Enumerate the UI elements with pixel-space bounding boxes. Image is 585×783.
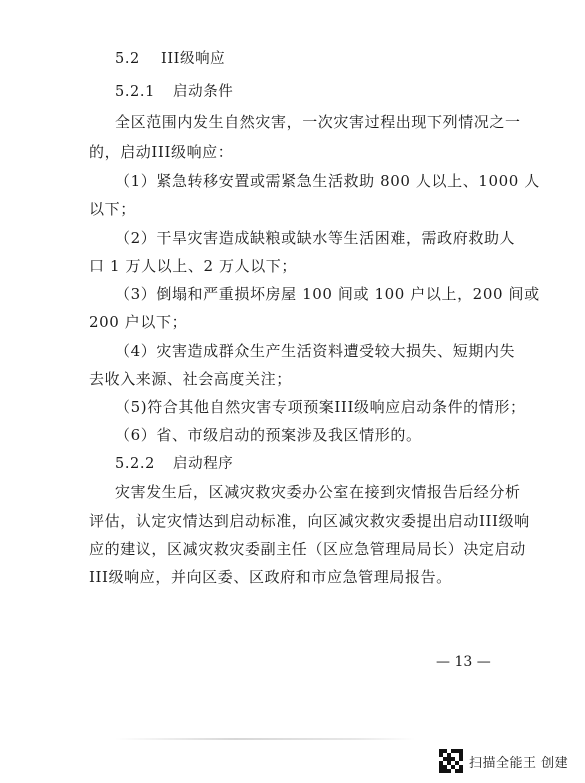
procedure-line-3: 应的建议，区减灾救灾委副主任（区应急管理局局长）决定启动 [89,540,526,558]
condition-item-4-line-1: （4）灾害造成群众生产生活资料遭受较大损失、短期内失 [115,342,516,360]
condition-item-5: （5)符合其他自然灾害专项预案III级响应启动条件的情形； [115,398,526,416]
section-number: 5.2 [115,51,140,67]
scanner-watermark [439,748,568,774]
procedure-line-1: 灾害发生后，区减灾救灾委办公室在接到灾情报告后经分析 [115,483,521,501]
condition-item-4-line-2: 去收入来源、社会高度关注； [89,370,292,388]
section-heading [115,49,225,69]
page-number: — 13 — [436,654,491,670]
procedure-line-4: III级响应，并向区委、区政府和市应急管理局报告。 [89,568,452,586]
condition-item-3-line-1: （3）倒塌和严重损坏房屋 100 间或 100 户以上，200 间或 [115,285,540,303]
scan-artifact-line [115,738,415,740]
condition-item-2-line-2: 口 1 万人以上、2 万人以下； [89,257,297,275]
subsection-title: 启动条件 [173,84,234,100]
intro-line-1: 全区范围内发生自然灾害，一次灾害过程出现下列情况之一 [115,113,521,131]
procedure-line-2: 评估，认定灾情达到启动标准，向区减灾救灾委提出启动III级响 [89,512,530,530]
condition-item-6: （6）省、市级启动的预案涉及我区情形的。 [115,426,422,444]
intro-line-2: 的，启动III级响应： [89,143,234,161]
watermark-text: 扫描全能王 创建 [469,755,569,771]
subsection-heading-start-procedure [115,454,233,474]
section-title: III级响应 [161,51,226,67]
qr-code-icon [439,749,463,773]
subsection-number: 5.2.2 [115,456,155,472]
condition-item-2-line-1: （2）干旱灾害造成缺粮或缺水等生活困难，需政府救助人 [115,229,516,247]
condition-item-1-line-2: 以下； [89,200,136,218]
subsection-title: 启动程序 [173,456,234,472]
subsection-heading-start-conditions [115,82,233,102]
condition-item-3-line-2: 200 户以下； [89,313,188,331]
subsection-number: 5.2.1 [115,84,155,100]
condition-item-1-line-1: （1）紧急转移安置或需紧急生活救助 800 人以上、1000 人 [115,172,540,190]
